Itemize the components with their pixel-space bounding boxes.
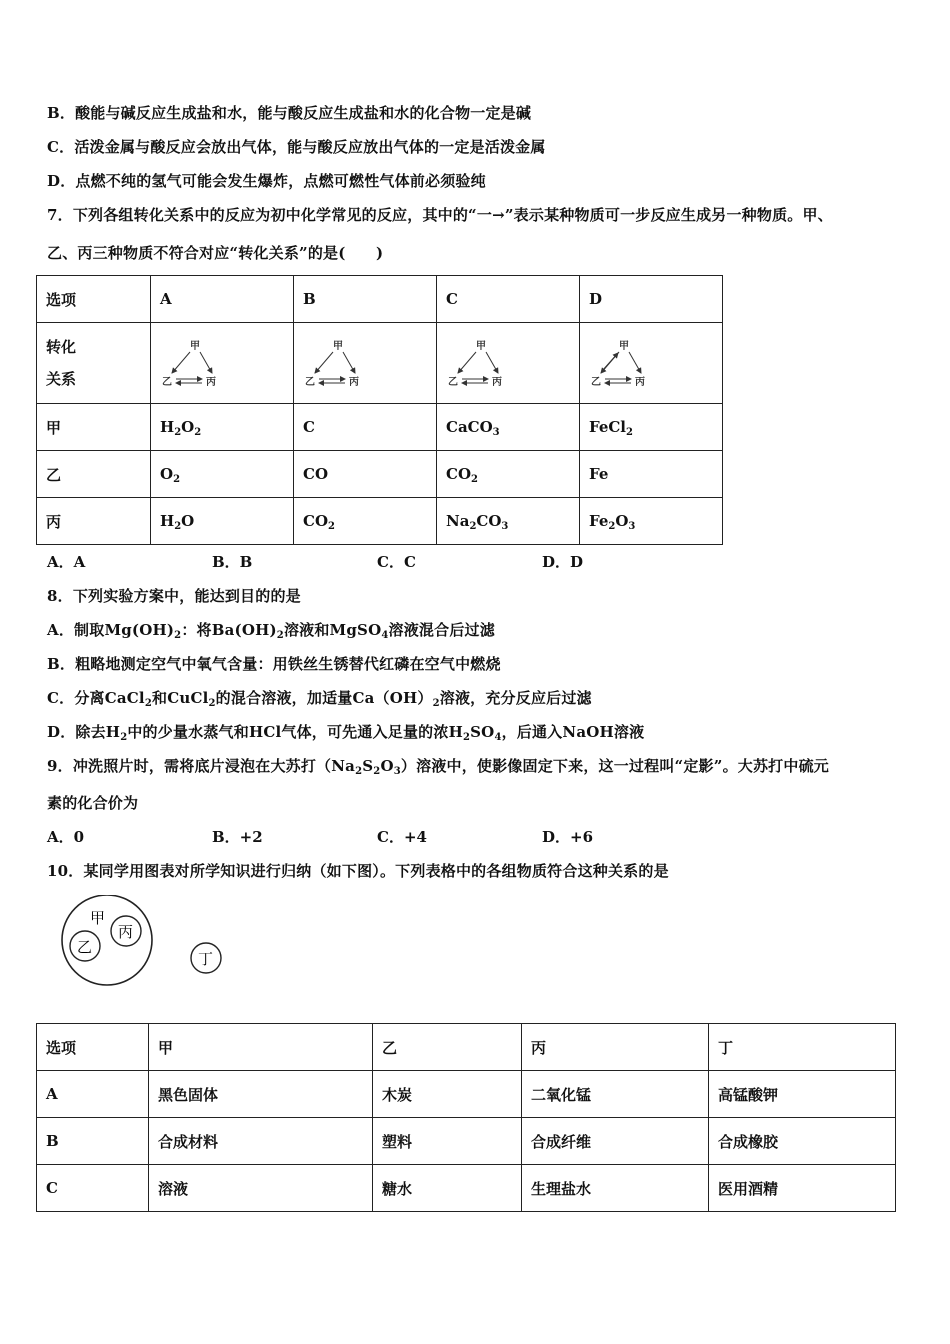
- header-cell: 丁: [709, 1024, 896, 1071]
- diagram-label-yi: 乙: [591, 377, 601, 388]
- header-cell: A: [151, 276, 294, 323]
- arrow-jia-to-yi: [315, 352, 333, 373]
- q10-table: [36, 1023, 896, 1212]
- diagram-label-bing: 丙: [349, 377, 359, 388]
- cell: A: [37, 1071, 149, 1118]
- conversion-diagram-a: [160, 337, 230, 389]
- header-cell: 选项: [37, 276, 151, 323]
- cell: $H_2O$: [151, 498, 294, 545]
- row-label: 乙: [37, 451, 151, 498]
- diagram-label-bing: 丙: [492, 377, 502, 388]
- cell: 合成橡胶: [709, 1118, 896, 1165]
- label-jia: 甲: [90, 909, 106, 927]
- arrow-jia-to-bing: [629, 352, 641, 373]
- cell: 生理盐水: [522, 1165, 709, 1212]
- arrow-jia-to-bing: [200, 352, 212, 373]
- table-row: [37, 1024, 896, 1071]
- cell: 木炭: [373, 1071, 522, 1118]
- header-cell: 选项: [37, 1024, 149, 1071]
- q10-venn-diagram: [55, 895, 235, 990]
- q6-option-b: B．酸能与碱反应生成盐和水，能与酸反应生成盐和水的化合物一定是碱: [47, 104, 532, 122]
- q9-answer-b: B．+2: [212, 828, 263, 846]
- cell: $CO_2$: [294, 498, 437, 545]
- cell: C: [37, 1165, 149, 1212]
- q9-answer-a: A．0: [47, 828, 85, 846]
- label-ding: 丁: [198, 950, 214, 968]
- diagram-label-yi: 乙: [305, 377, 315, 388]
- q8-stem: 8．下列实验方案中，能达到目的的是: [47, 587, 301, 605]
- q7-answer-d: D．D: [542, 553, 584, 571]
- cell: $O_2$: [151, 451, 294, 498]
- label-bing: 丙: [118, 923, 134, 941]
- cell: $Na_2CO_3$: [437, 498, 580, 545]
- q9-answer-c: C．+4: [377, 828, 427, 846]
- header-cell: 乙: [373, 1024, 522, 1071]
- cell: 黑色固体: [149, 1071, 373, 1118]
- q9-stem-line1: 9．冲洗照片时，需将底片浸泡在大苏打$(Na_2S_2O_3)$溶液中，使影像固定下来，这一过程叫“定影”。大苏打中硫元: [47, 757, 829, 777]
- q7-stem-line1: 7．下列各组转化关系中的反应为初中化学常见的反应，其中的“一→”表示某种物质可一步反应生成另一种物质。甲、: [47, 206, 833, 224]
- diagram-label-jia: 甲: [333, 341, 343, 352]
- table-row: [37, 1071, 896, 1118]
- q8-option-d: D．除去$H_2$中的少量水蒸气和HCl气体，可先通入足量的浓$H_2SO_4$，后通入NaOH溶液: [47, 723, 645, 743]
- cell: CaCO$_3$: [437, 404, 580, 451]
- diagram-cell-d: [580, 323, 723, 404]
- conversion-diagram-c: [446, 337, 516, 389]
- q7-stem-line2: 乙、丙三种物质不符合对应“转化关系”的是( ): [47, 244, 384, 262]
- cell: 塑料: [373, 1118, 522, 1165]
- cell: 医用酒精: [709, 1165, 896, 1212]
- arrow-jia-to-bing: [343, 352, 355, 373]
- header-cell: D: [580, 276, 723, 323]
- relation-label-cell: [37, 323, 151, 404]
- header-cell: 甲: [149, 1024, 373, 1071]
- cell: FeCl$_2$: [580, 404, 723, 451]
- q7-table: [36, 275, 723, 545]
- table-row: [37, 276, 723, 323]
- q8-option-b: B．粗略地测定空气中氧气含量：用铁丝生锈替代红磷在空气中燃烧: [47, 655, 501, 673]
- table-row: [37, 1165, 896, 1212]
- table-row: [37, 498, 723, 545]
- table-row: [37, 1118, 896, 1165]
- conversion-diagram-d: [589, 337, 659, 389]
- diagram-label-jia: 甲: [476, 341, 486, 352]
- diagram-label-jia: 甲: [190, 341, 200, 352]
- diagram-cell-c: [437, 323, 580, 404]
- row-label: 丙: [37, 498, 151, 545]
- cell: $H_2O_2$: [151, 404, 294, 451]
- q10-stem: 10．某同学用图表对所学知识进行归纳（如下图）。下列表格中的各组物质符合这种关系的是: [47, 862, 669, 880]
- cell: 高锰酸钾: [709, 1071, 896, 1118]
- diagram-label-bing: 丙: [635, 377, 645, 388]
- arrow-jia-to-yi: [172, 352, 190, 373]
- diagram-label-jia: 甲: [619, 341, 629, 352]
- q7-answer-b: B．B: [212, 553, 253, 571]
- diagram-label-bing: 丙: [206, 377, 216, 388]
- diagram-label-yi: 乙: [448, 377, 458, 388]
- diagram-cell-a: [151, 323, 294, 404]
- header-cell: 丙: [522, 1024, 709, 1071]
- q7-answer-a: A．A: [47, 553, 86, 571]
- cell: 溶液: [149, 1165, 373, 1212]
- q6-option-d: D．点燃不纯的氢气可能会发生爆炸，点燃可燃性气体前必须验纯: [47, 172, 486, 190]
- label-yi: 乙: [77, 938, 93, 956]
- relation-label-2: 关系: [46, 370, 77, 388]
- cell: Fe: [580, 451, 723, 498]
- q7-answer-c: C．C: [377, 553, 416, 571]
- cell: 二氧化锰: [522, 1071, 709, 1118]
- table-row: [37, 451, 723, 498]
- arrow-jia-to-bing: [486, 352, 498, 373]
- q9-stem-line2: 素的化合价为: [47, 794, 139, 812]
- cell: B: [37, 1118, 149, 1165]
- q6-option-c: C．活泼金属与酸反应会放出气体，能与酸反应放出气体的一定是活泼金属: [47, 138, 546, 156]
- cell: $Fe_2O_3$: [580, 498, 723, 545]
- diagram-cell-b: [294, 323, 437, 404]
- q8-option-c: C．分离CaCl$_2$和CuCl$_2$的混合溶液，加适量$Ca(OH)_2$溶液，充分反应后过滤: [47, 689, 592, 709]
- relation-label-1: 转化: [46, 338, 77, 356]
- header-cell: C: [437, 276, 580, 323]
- q9-answer-d: D．+6: [542, 828, 594, 846]
- cell: 合成纤维: [522, 1118, 709, 1165]
- header-cell: B: [294, 276, 437, 323]
- arrow-jia-to-yi: [458, 352, 476, 373]
- q8-option-a: A．制取$Mg(OH)_2$：将$Ba(OH)_2$溶液和MgSO$_4$溶液混合后过滤: [47, 621, 495, 641]
- row-label: 甲: [37, 404, 151, 451]
- cell: C: [294, 404, 437, 451]
- cell: 合成材料: [149, 1118, 373, 1165]
- conversion-diagram-b: [303, 337, 373, 389]
- cell: 糖水: [373, 1165, 522, 1212]
- cell: CO: [294, 451, 437, 498]
- arrow-yi-to-jia: [602, 353, 618, 371]
- table-row: [37, 404, 723, 451]
- diagram-label-yi: 乙: [162, 377, 172, 388]
- cell: $CO_2$: [437, 451, 580, 498]
- table-row: [37, 323, 723, 404]
